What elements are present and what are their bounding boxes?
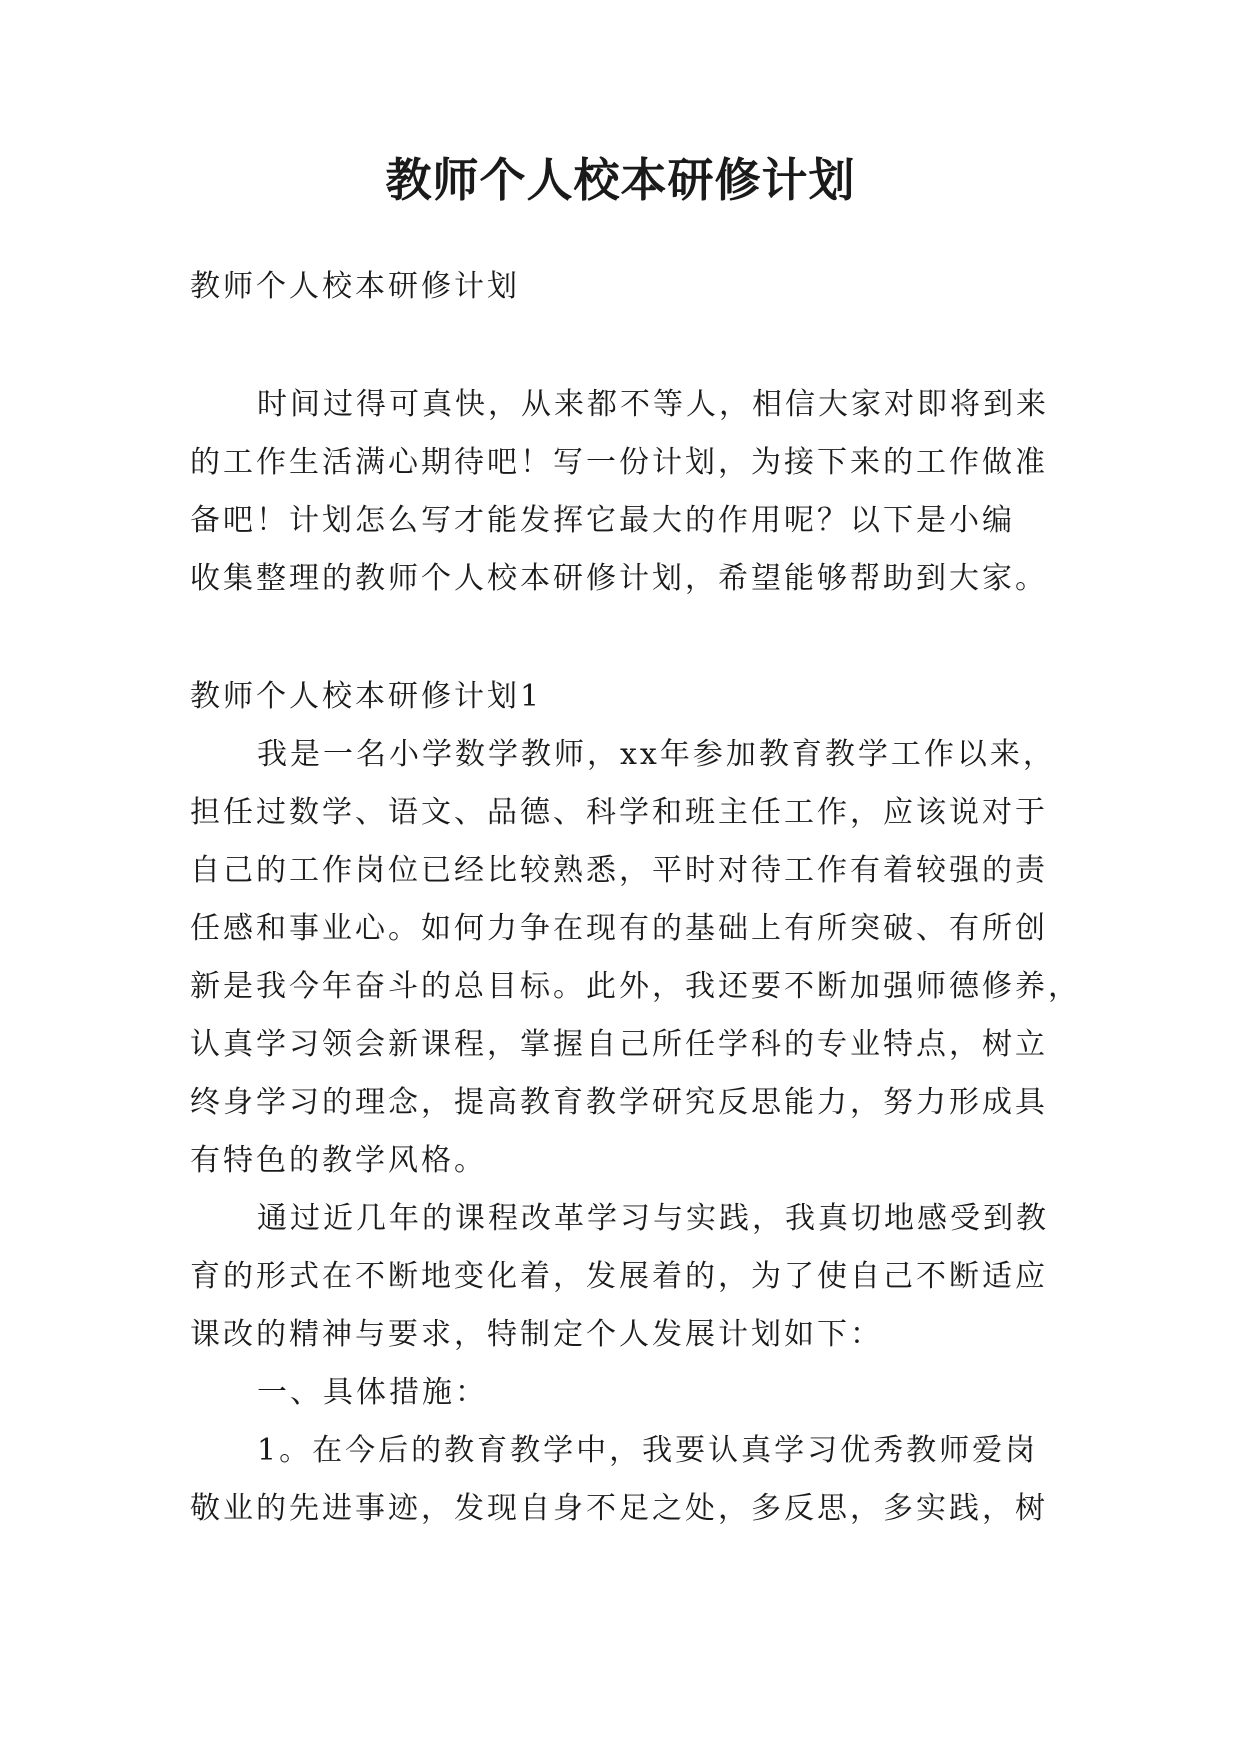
paragraph-line: 敬业的先进事迹，发现自身不足之处，多反思，多实践，树 xyxy=(190,1491,1048,1526)
section-heading: 教师个人校本研修计划1 xyxy=(190,679,543,714)
paragraph-line: 有特色的教学风格。 xyxy=(190,1143,487,1178)
intro-line: 的工作生活满心期待吧！写一份计划，为接下来的工作做准 xyxy=(190,445,1048,480)
intro-line: 收集整理的教师个人校本研修计划，希望能够帮助到大家。 xyxy=(190,561,1048,596)
paragraph-line: 1。在今后的教育教学中，我要认真学习优秀教师爱岗 xyxy=(257,1433,1039,1468)
paragraph-line: 担任过数学、语文、品德、科学和班主任工作，应该说对于 xyxy=(190,795,1048,830)
paragraph-line: 任感和事业心。如何力争在现有的基础上有所突破、有所创 xyxy=(190,911,1048,946)
measures-heading: 一、具体措施： xyxy=(257,1375,488,1410)
paragraph-line: 通过近几年的课程改革学习与实践，我真切地感受到教 xyxy=(257,1201,1049,1236)
intro-line: 备吧！计划怎么写才能发挥它最大的作用呢？以下是小编 xyxy=(190,503,1015,538)
paragraph-line: 育的形式在不断地变化着，发展着的，为了使自己不断适应 xyxy=(190,1259,1048,1294)
paragraph-line: 我是一名小学数学教师，xx年参加教育教学工作以来， xyxy=(257,737,1056,772)
document-subtitle: 教师个人校本研修计划 xyxy=(190,269,520,304)
paragraph-line: 认真学习领会新课程，掌握自己所任学科的专业特点，树立 xyxy=(190,1027,1048,1062)
paragraph-line: 课改的精神与要求，特制定个人发展计划如下： xyxy=(190,1317,883,1352)
paragraph-line: 新是我今年奋斗的总目标。此外，我还要不断加强师德修养， xyxy=(190,969,1081,1004)
intro-line: 时间过得可真快，从来都不等人，相信大家对即将到来 xyxy=(257,387,1049,422)
document-body xyxy=(190,258,1081,1538)
document-title: 教师个人校本研修计划 xyxy=(385,153,856,207)
paragraph-line: 自己的工作岗位已经比较熟悉，平时对待工作有着较强的责 xyxy=(190,853,1048,888)
paragraph-line: 终身学习的理念，提高教育教学研究反思能力，努力形成具 xyxy=(190,1085,1048,1120)
